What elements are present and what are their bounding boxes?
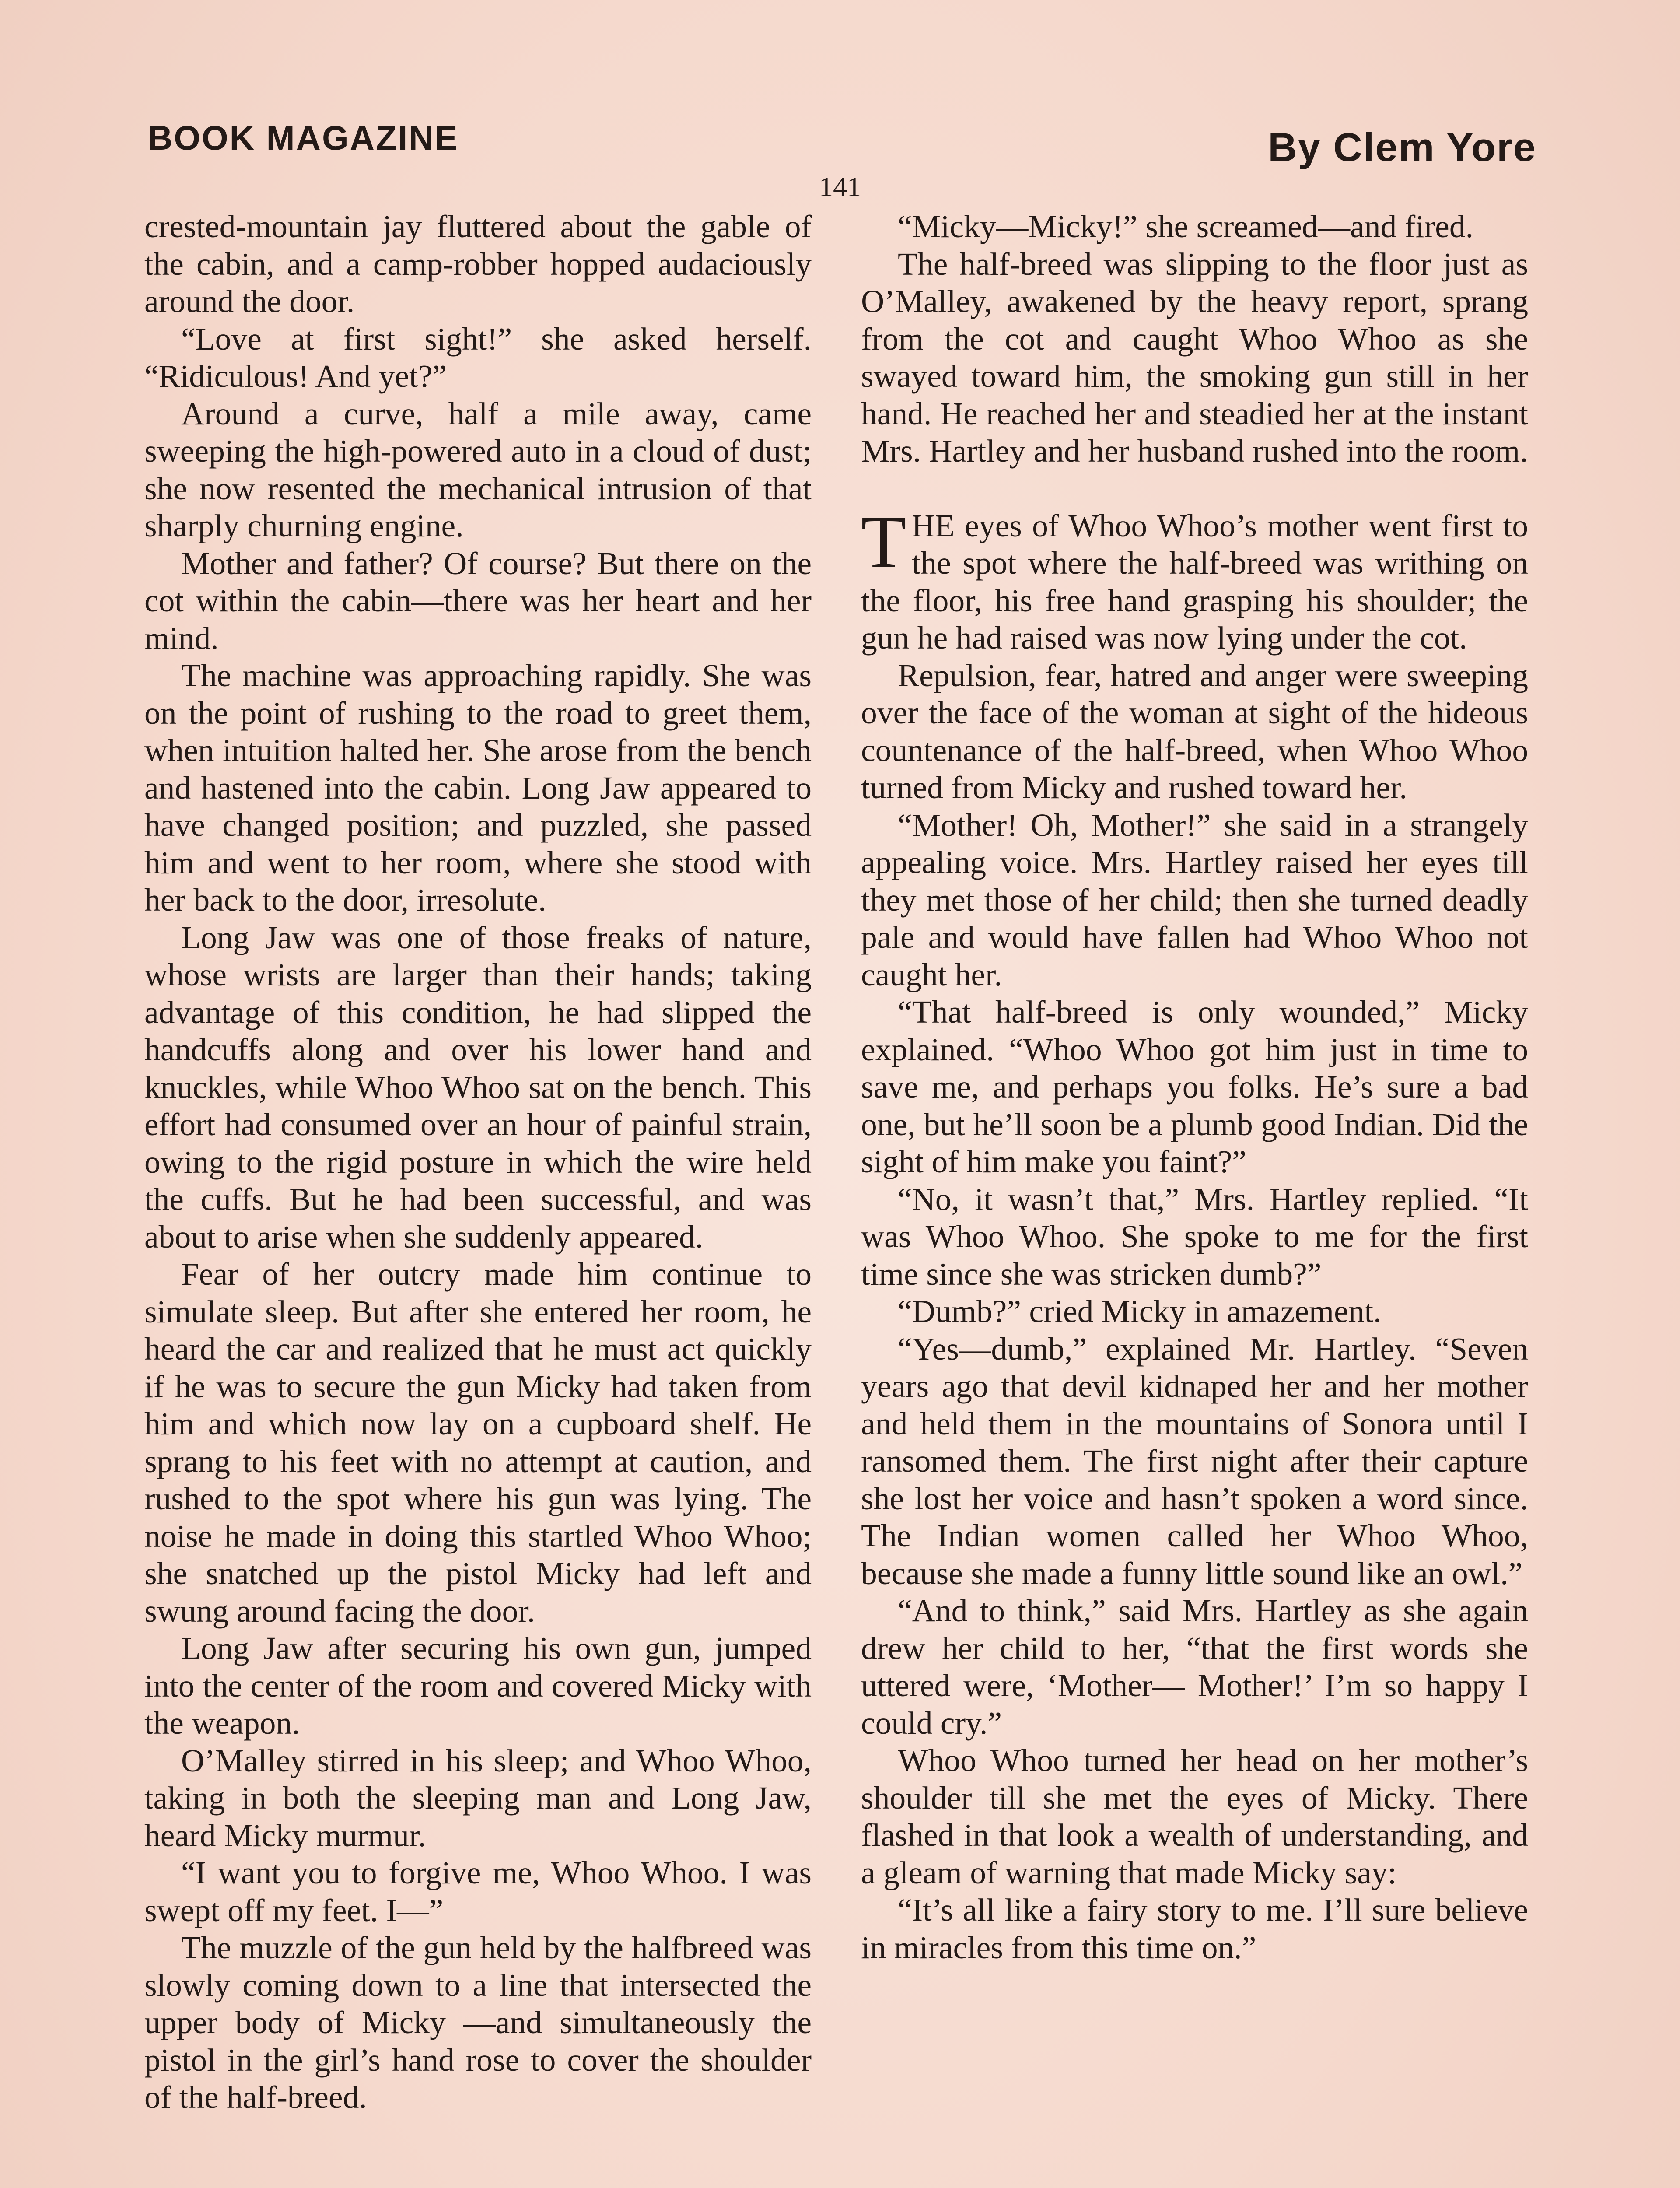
paragraph: Repulsion, fear, hatred and anger were sweeping over the face of the woman at sight of the hideous countenance of the half-breed, when Whoo Whoo turned from Micky and rushed toward her.: [861, 657, 1528, 805]
paragraph: Whoo Whoo turned her head on her mother’s shoulder till she met the eyes of Micky. There flashed in that look a wealth of understanding, and a gleam of warning that made Micky say:: [861, 1742, 1528, 1890]
paragraph: “Mother! Oh, Mother!” she said in a strangely appealing voice. Mrs. Hartley raised her eyes till they met those of her child; then she turned deadly pale and would have fallen had Whoo Whoo not caught her.: [861, 806, 1528, 992]
paragraph: “Love at first sight!” she asked herself. “Ridiculous! And yet?”: [144, 320, 812, 394]
paragraph: Mother and father? Of course? But there on the cot within the cabin—there was her heart and her mind.: [144, 545, 812, 656]
paragraph: Around a curve, half a mile away, came sweeping the high-powered auto in a cloud of dust; she now resented the mechanical intrusion of that sharply churning engine.: [144, 395, 812, 543]
paragraph: “Yes—dumb,” explained Mr. Hartley. “Seven years ago that devil kidnaped her and her mother and held them in the mountains of Sonora until I ransomed them. The first night after their capture she lost her voice and hasn’t spoken a word since. The Indian women called her Whoo Whoo, because she made a funny little sound like an owl.”: [861, 1330, 1528, 1591]
paragraph: “And to think,” said Mrs. Hartley as she again drew her child to her, “that the first words she uttered were, ‘Mother— Mother!’ I’m so happy I could cry.”: [861, 1592, 1528, 1741]
magazine-title: BOOK MAGAZINE: [148, 119, 459, 157]
section-opening-paragraph: [861, 500, 1528, 657]
paragraph: Long Jaw was one of those freaks of nature, whose wrists are larger than their hands; taking advantage of this condition, he had slipped the handcuffs along and over his lower hand and knuckles, while Whoo Whoo sat on the bench. This effort had consumed over an hour of painful strain, owing to the rigid posture in which the wire held the cuffs. But he had been successful, and was about to arise when she suddenly appeared.: [144, 919, 812, 1255]
left-column: [144, 208, 812, 2116]
paragraph: crested-mountain jay fluttered about the gable of the cabin, and a camp-robber hopped audaciously around the door.: [144, 208, 812, 319]
paragraph: The half-breed was slipping to the floor just as O’Malley, awakened by the heavy report, sprang from the cot and caught Whoo Whoo as she swayed toward him, the smoking gun still in her hand. He reached her and steadied her at the instant Mrs. Hartley and her husband rushed into the room.: [861, 245, 1528, 469]
paragraph: “I want you to forgive me, Whoo Whoo. I was swept off my feet. I—”: [144, 1855, 812, 1928]
paragraph: The muzzle of the gun held by the halfbreed was slowly coming down to a line that intersected the upper body of Micky —and simultaneously the pistol in the girl’s hand rose to cover the shoulder of the half-breed.: [144, 1929, 812, 2115]
paragraph: “No, it wasn’t that,” Mrs. Hartley replied. “It was Whoo Whoo. She spoke to me for the first time since she was stricken dumb?”: [861, 1181, 1528, 1292]
paragraph-text: HE eyes of Whoo Whoo’s mother went first to the spot where the half-breed was writhing on the floor, his free hand grasping his shoulder; the gun he had raised was now lying under the cot.: [861, 507, 1528, 656]
paragraph: “That half-breed is only wounded,” Micky explained. “Whoo Whoo got him just in time to save me, and perhaps you folks. He’s sure a bad one, but he’ll soon be a plumb good Indian. Did the sight of him make you faint?”: [861, 994, 1528, 1179]
drop-cap: T: [861, 500, 906, 583]
page-number: 141: [819, 171, 861, 202]
paragraph: Fear of her outcry made him continue to simulate sleep. But after she entered her room, he heard the car and realized that he must act quickly if he was to secure the gun Micky had taken from him and which now lay on a cupboard shelf. He sprang to his feet with no attempt at caution, and rushed to the spot where his gun was lying. The noise he made in doing this startled Whoo Whoo; she snatched up the pistol Micky had left and swung around facing the door.: [144, 1256, 812, 1629]
paragraph: Long Jaw after securing his own gun, jumped into the center of the room and covered Micky with the weapon.: [144, 1630, 812, 1741]
paragraph: “Micky—Micky!” she screamed—and fired.: [898, 208, 1474, 244]
paragraph: “Dumb?” cried Micky in amazement.: [898, 1293, 1382, 1329]
author-byline: By Clem Yore: [1268, 125, 1536, 170]
paragraph: O’Malley stirred in his sleep; and Whoo Whoo, taking in both the sleeping man and Long Jaw, heard Micky murmur.: [144, 1742, 812, 1853]
paragraph: “It’s all like a fairy story to me. I’ll sure believe in miracles from this time on.”: [861, 1892, 1528, 1965]
right-column: [861, 208, 1528, 1966]
paragraph: The machine was approaching rapidly. She was on the point of rushing to the road to greet them, when intuition halted her. She arose from the bench and hastened into the cabin. Long Jaw appeared to have changed position; and puzzled, she passed him and went to her room, where she stood with her back to the door, irresolute.: [144, 657, 812, 918]
